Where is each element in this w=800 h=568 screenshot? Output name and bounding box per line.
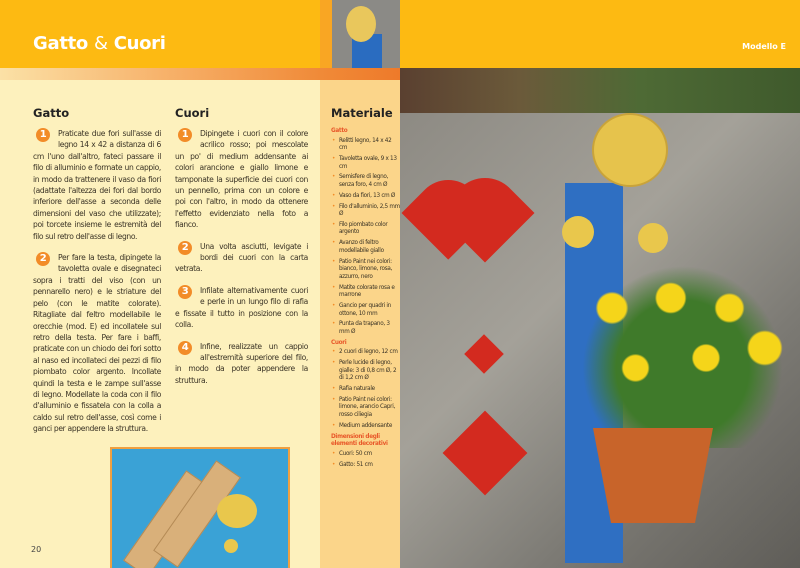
material-item: • 2 cuori di legno, 12 cm — [331, 349, 401, 357]
material-item: • Filo piombato color argento — [331, 222, 401, 237]
flower-pot — [593, 428, 713, 523]
header-stripe — [0, 68, 400, 80]
cat-paw — [562, 216, 594, 248]
material-item: • Tavoletta ovale, 9 x 13 cm — [331, 156, 401, 171]
main-photo — [400, 68, 800, 568]
instruction-step — [175, 341, 308, 387]
material-item: • Punta da trapano, 3 mm Ø — [331, 321, 401, 336]
instruction-step — [175, 128, 308, 231]
step-number-badge: 4 — [178, 341, 192, 355]
cat-thumbnail — [332, 0, 400, 68]
materials-dim-label: Dimensioni degli elementi decorativi — [331, 433, 388, 448]
material-item: • Medium addensante — [331, 423, 401, 431]
model-label: Modello E — [742, 42, 786, 51]
gatto-instructions — [33, 128, 161, 445]
step-text: Infilate alternativamente cuori e perle in un lungo filo di rafia e fissate il tutto in posizione con la colla. — [175, 285, 308, 330]
material-item: • Matite colorate rosa e marrone — [331, 285, 401, 300]
step-number-badge: 1 — [178, 128, 192, 142]
material-item: • Rafia naturale — [331, 386, 401, 394]
title-word: Cuori — [113, 33, 166, 54]
material-item: • Cuori: 50 cm — [331, 451, 401, 459]
title-amp: & — [93, 33, 108, 54]
page-title — [33, 33, 166, 54]
materials-photo — [110, 447, 290, 568]
instruction-step — [33, 128, 161, 242]
step-text: Una volta asciutti, levigate i bordi dei cuori con la carta vetrata. — [175, 241, 308, 274]
materials-gatto-label: Gatto — [331, 128, 348, 134]
header-accent — [320, 0, 332, 68]
material-item: • Gancio per quadri in ottone, 10 mm — [331, 303, 401, 318]
instruction-step — [175, 285, 308, 331]
cuori-heading: Cuori — [175, 106, 210, 120]
material-item: • Gatto: 51 cm — [331, 462, 401, 470]
material-item: • Patio Paint nei colori: bianco, limone, rosa, azzurro, nero — [331, 259, 401, 282]
step-text: Dipingete i cuori con il colore acrilico rosso; poi mescolate un po' di medium addensante ai colori arancione e giallo limone e tamponate la superficie dei cuori con un pennello, prima con un colore e poi con l'altro, in modo da ottenere l'effetto evidenziato nella foto a fianco. — [175, 129, 308, 230]
material-item: • Perle lucide di legno, gialle: 3 di 0,8 cm Ø, 2 di 1,2 cm Ø — [331, 360, 401, 383]
materials-list — [331, 125, 401, 472]
materiale-heading: Materiale — [331, 106, 393, 120]
material-item: • Avanzo di feltro modellabile giallo — [331, 240, 401, 255]
yellow-flowers — [565, 248, 800, 448]
step-text: Praticate due fori sull'asse di legno 14 x 42 a distanza di 6 cm l'uno dall'altro, fateci passare il filo di alluminio e formate un cappio, in modo da trattenere il vaso da fiori (adattate l'altezza dei fori dal bordo inferiore dell'asse a seconda delle dimensioni del vaso che utilizzate); poi torcete insieme le estremità del filo sul retro dell'asse di legno. — [33, 129, 161, 241]
material-item: • Filo d'alluminio, 2,5 mm Ø — [331, 204, 401, 219]
step-number-badge: 1 — [36, 128, 50, 142]
cat-head — [592, 113, 668, 187]
material-item: • Semisfere di legno, senza foro, 4 cm Ø — [331, 174, 401, 189]
header-band — [0, 0, 800, 68]
instruction-step — [33, 252, 161, 435]
material-item: • Vaso da fiori, 13 cm Ø — [331, 193, 401, 201]
step-text: Per fare la testa, dipingete la tavoletta ovale e disegnateci sopra i tratti del viso (con un pennarello nero) e le striature del pelo (con le matite colorate). Ritagliate dal feltro modellabile le orecchie (mod. E) ed incollatele sul retro della testa. Per fare i baffi, praticate con un chiodo dei fori sotto al naso ed incollateci dei pezzi di filo piombato color argento. Incollate quindi la testa e le zampe sull'asse di legno. Modellate la coda con il filo d'alluminio e fissatela con la colla a caldo sul retro dell'asse, così come i ganci per appendere la struttura. — [33, 253, 161, 434]
step-number-badge: 2 — [178, 241, 192, 255]
cuori-instructions — [175, 128, 308, 396]
page-number: 20 — [31, 545, 42, 554]
gatto-heading: Gatto — [33, 106, 70, 120]
material-item: • Relitti legno, 14 x 42 cm — [331, 138, 401, 153]
step-text: Infine, realizzate un cappio all'estremità superiore del filo, in modo da poter appendere la struttura. — [175, 341, 308, 385]
step-number-badge: 3 — [178, 285, 192, 299]
material-item: • Patio Paint nei colori: limone, arancio Capri, rosso ciliegia — [331, 397, 401, 420]
title-word: Gatto — [33, 33, 88, 54]
instruction-step — [175, 241, 308, 275]
materials-cuori-label: Cuori — [331, 339, 347, 346]
step-number-badge: 2 — [36, 252, 50, 266]
